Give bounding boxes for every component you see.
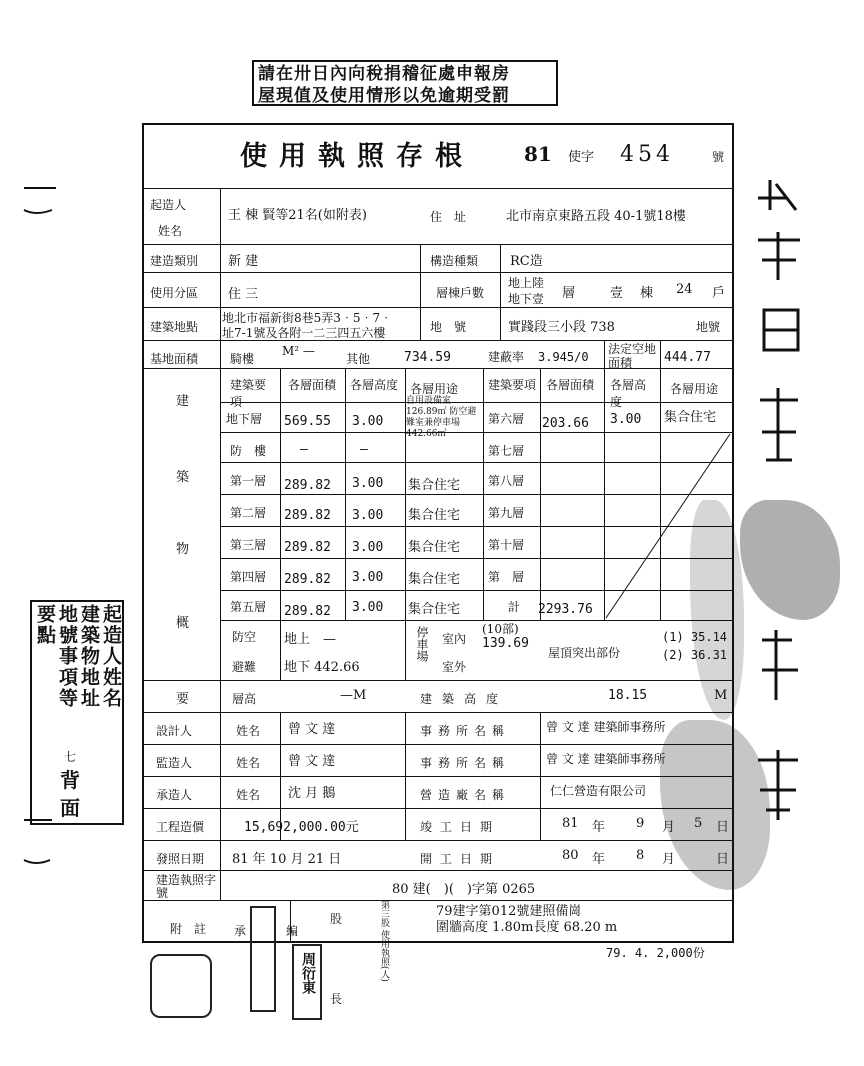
floor-mezz-height: — [360,442,368,457]
round-seal [150,954,212,1018]
supervisor-name: 曾 文 達 [288,754,336,769]
lot-label: 地 號 [430,320,467,334]
floor-b1-height: 3.00 [352,414,384,429]
side-char-16: 要 [34,604,56,625]
left-vertical-5: 要 [176,692,190,707]
category-value: 新 建 [228,254,259,269]
unit-count: 24 [676,282,693,297]
supervisor-office: 曾 文 達 建築師事務所 [546,752,666,766]
issue-date-label: 發照日期 [156,852,205,866]
form-code: 79. 4. 2,000份 [606,946,705,960]
total-label: 計 [508,600,521,614]
floors-unit: 層 [562,286,576,301]
supervisor-office-label: 事務所名稱 [420,756,511,770]
floor-2-use: 集合住宅 [408,508,461,523]
zoning-label: 使用分區 [150,286,199,300]
start-year-unit: 年 [592,852,606,867]
shelter-label-2: 避難 [232,660,257,674]
floor-5-use: 集合住宅 [408,602,461,617]
total-area: 2293.76 [538,602,593,617]
structure-label: 構造種類 [430,254,479,268]
signature-name: 周衍東 [300,952,316,994]
coverage-label: 建蔽率 [488,350,525,364]
coverage-value: 3.945/0 [538,350,589,364]
other-area-value: 734.59 [404,350,451,365]
open-space-value: 444.77 [664,350,711,365]
floor-1-name: 第一層 [230,474,267,488]
completion-month-unit: 月 [662,820,676,835]
seal-side-text: 第三股 使用執照(人) [379,900,389,982]
builder-address-label: 住 址 [430,210,467,224]
note-line-2: 圍牆高度 1.80m長度 68.20 m [436,920,618,935]
hdr-item-right: 建築要項 [488,378,537,392]
base-area-label: 基地面積 [150,352,199,366]
floor-4-name: 第四層 [230,570,267,584]
issue-date-value: 81 年 10 月 21 日 [232,852,342,867]
floor-3-height: 3.00 [352,540,384,555]
completion-label: 竣工日期 [420,820,501,834]
hdr-height-left: 各層高度 [350,378,399,392]
floor-3-area: 289.82 [284,540,331,555]
parking-area: 139.69 [482,636,529,651]
approval-seal-1 [250,906,276,1012]
side-char-14: 項 [56,667,78,688]
left-vertical-1: 建 [176,394,190,409]
side-char-20: 面 [60,796,80,820]
category-label: 建造類別 [150,254,199,268]
completion-year: 81 [562,816,579,831]
storey-height-label: 層高 [232,692,257,706]
floor-2-area: 289.82 [284,508,331,523]
side-char-7: 築 [78,625,100,646]
floor-6-use: 集合住宅 [664,410,717,425]
hdr-area-right: 各層面積 [546,378,595,392]
site-address-1: 地北市福新街8巷5弄3‧5‧7‧ [222,311,393,325]
designer-label: 設計人 [156,724,193,738]
floor-b1-area: 569.55 [284,414,331,429]
contractor-label: 承造人 [156,788,193,802]
floors-above: 地上陸 [508,276,545,290]
side-char-19: 背 [60,768,80,792]
side-char-13: 事 [56,646,78,667]
arcade-value: M² — [282,344,315,358]
permit-value: 80 建( )( )字第 0265 [392,882,536,897]
parking-outdoor-label: 室外 [442,660,467,674]
floor-5-area: 289.82 [284,604,331,619]
cost-value: 15,692,000.00元 [244,820,359,835]
cost-label: 工程造價 [156,820,205,834]
designer-office-label: 事務所名稱 [420,724,511,738]
side-col-1 [100,604,122,709]
floor-8-name: 第八層 [488,474,525,488]
floor-mezz-area: — [300,442,308,457]
hdr-height-right: 各層高度 [610,378,647,409]
side-char-11: 地 [56,604,78,625]
contractor-office: 仁仁營造有限公司 [550,784,647,798]
storey-height-value: —M [340,688,367,703]
side-char-10: 址 [78,688,100,709]
floor-b1-use: 自用設備室126.89㎡ 防空避難室兼停車場442.66㎡ [406,396,477,439]
start-month: 8 [636,848,645,863]
contractor-office-label: 營造廠名稱 [420,788,511,802]
lot-suffix: 地號 [696,320,721,334]
building-count: 壹 [610,286,624,301]
side-char-4: 姓 [100,667,122,688]
floor-4-area: 289.82 [284,572,331,587]
side-char-12: 號 [56,625,78,646]
note-line-1: 79建字第012號建照備崗 [436,904,582,919]
parking-indoor-label: 室內 [442,632,467,646]
left-margin-marks [16,180,66,880]
building-height-value: 18.15 [608,688,648,703]
parking-label: 停車場 [415,626,429,662]
side-char-3: 人 [100,646,122,667]
contractor-name-label: 姓名 [236,788,261,802]
zoning-value: 住 三 [228,287,259,302]
builder-name-label: 姓名 [158,224,183,238]
building-unit: 棟 [640,286,654,301]
other-area-label: 其他 [346,352,371,366]
document-title: 使用執照存根 [240,141,474,172]
side-char-8: 物 [78,646,100,667]
floor-4-height: 3.00 [352,570,384,585]
side-char-1: 起 [100,604,122,625]
lot-value: 實踐段三小段 738 [508,320,615,335]
note-col-3: 股 [330,912,343,926]
supervisor-name-label: 姓名 [236,756,261,770]
floor-6-area: 203.66 [542,416,589,431]
floor-mezz-name: 防 樓 [230,444,267,458]
parking-count: (10部) [482,622,519,636]
hdr-use-right: 各層用途 [670,382,719,396]
floor-5-height: 3.00 [352,600,384,615]
tax-notice-line2: 屋現值及使用情形以免逾期受罰 [258,86,510,106]
completion-month: 9 [636,816,645,831]
floor-7-name: 第七層 [488,444,525,458]
left-vertical-2: 築 [176,470,190,485]
completion-day: 5 [694,816,703,831]
side-char-5: 名 [100,688,122,709]
shelter-below: 地下 442.66 [284,660,360,675]
left-vertical-4: 概 [176,616,190,631]
completion-day-unit: 日 [716,820,730,835]
builder-address: 北市南京東路五段 40-1號18樓 [506,209,686,224]
permit-year: 81 [524,142,552,166]
start-day-unit: 日 [716,852,730,867]
side-char-6: 建 [78,604,100,625]
building-height-label: 建築高度 [420,692,509,706]
building-height-unit: M [714,688,728,703]
builder-name: 王 棟 賢等21名(如附表) [228,208,367,223]
permit-prefix: 使字 [568,150,595,165]
floor-4-use: 集合住宅 [408,572,461,587]
floor-10-name: 第十層 [488,538,525,552]
right-edge-seal-glyphs [748,170,828,930]
hdr-item-left: 建築要項 [230,378,267,409]
floor-count-label: 層棟戶數 [436,286,485,300]
contractor-name: 沈 月 鵝 [288,786,336,801]
side-char-2: 造 [100,625,122,646]
arcade-label: 騎樓 [230,352,255,366]
note-label: 附 註 [170,922,207,936]
permit-label: 建造執照字號 [156,873,217,900]
roof-projection-label: 屋頂突出部份 [548,646,621,660]
side-char-15: 等 [56,688,78,709]
floor-6-height: 3.00 [610,412,642,427]
start-month-unit: 月 [662,852,676,867]
floor-2-height: 3.00 [352,508,384,523]
shelter-label-1: 防空 [232,630,257,644]
side-col-2 [78,604,100,709]
floor-2-name: 第二層 [230,506,267,520]
open-space-label: 法定空地面積 [608,342,657,370]
side-char-9: 地 [78,667,100,688]
tax-notice-stamp [252,60,558,106]
floors-below: 地下壹 [508,292,545,306]
note-col-2: 編 [286,924,299,938]
start-year: 80 [562,848,579,863]
signature-seal [292,944,322,1020]
permit-hao: 號 [712,150,725,164]
floor-5-name: 第五層 [230,600,267,614]
floor-3-name: 第三層 [230,538,267,552]
floor-6-name: 第六層 [488,412,525,426]
designer-office: 曾 文 達 建築師事務所 [546,720,666,734]
roof-projection-2: (2) 36.31 [662,648,728,662]
floor-b1-name: 地下層 [226,412,263,426]
permit-number: 454 [620,142,674,167]
note-col-4: 長 [330,992,343,1006]
hdr-area-left: 各層面積 [288,378,337,392]
structure-value: RC造 [510,254,543,269]
designer-name-label: 姓名 [236,724,261,738]
floor-1-area: 289.82 [284,478,331,493]
floor-n-name: 第 層 [488,570,525,584]
tax-notice-line1: 請在卅日內向稅捐稽征處申報房 [258,64,510,84]
roof-projection-1: (1) 35.14 [662,630,728,644]
hdr-use-left: 各層用途 [410,382,459,396]
completion-year-unit: 年 [592,820,606,835]
floor-3-use: 集合住宅 [408,540,461,555]
floor-9-name: 第九層 [488,506,525,520]
floor-1-height: 3.00 [352,476,384,491]
unit-suffix: 戶 [712,286,726,301]
site-address-2: 址7-1號及各附一二三四五六樓 [222,326,386,340]
start-date-label: 開工日期 [420,852,501,866]
floor-1-use: 集合住宅 [408,478,461,493]
site-label: 建築地點 [150,320,199,334]
shelter-above: 地上 — [284,632,337,647]
side-char-17: 點 [34,625,56,646]
builder-label: 起造人 [150,198,187,212]
designer-name: 曾 文 達 [288,722,336,737]
side-char-18: 七 [64,750,77,764]
left-vertical-3: 物 [176,542,190,557]
supervisor-label: 監造人 [156,756,193,770]
note-col-1: 承 [234,924,247,938]
